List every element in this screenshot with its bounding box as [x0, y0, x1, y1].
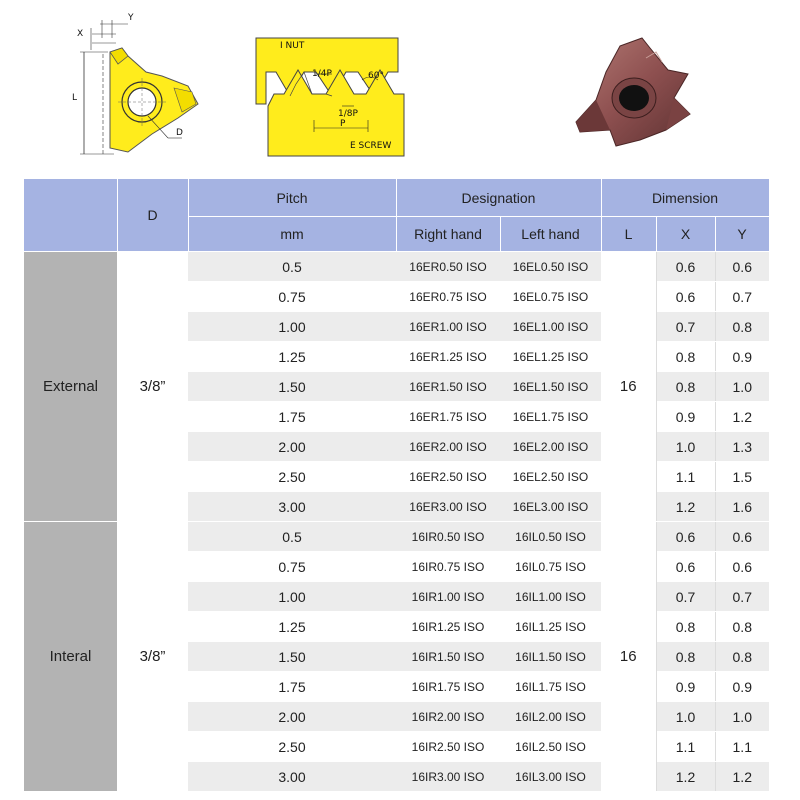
y-dimension-cell: 0.8	[715, 312, 769, 342]
left-hand-designation-cell: 16EL2.50 ISO	[500, 462, 601, 492]
header-l: L	[601, 217, 656, 252]
x-dimension-cell: 0.6	[656, 522, 715, 552]
left-hand-designation-cell: 16EL1.00 ISO	[500, 312, 601, 342]
dim-d-label: D	[176, 128, 183, 138]
right-hand-designation-cell: 16ER1.00 ISO	[396, 312, 500, 342]
left-hand-designation-cell: 16IL1.25 ISO	[500, 612, 601, 642]
x-dimension-cell: 1.2	[656, 762, 715, 792]
right-hand-designation-cell: 16ER1.25 ISO	[396, 342, 500, 372]
y-dimension-cell: 0.7	[715, 582, 769, 612]
header-d: D	[117, 179, 188, 252]
y-dimension-cell: 1.3	[715, 432, 769, 462]
left-hand-designation-cell: 16EL1.75 ISO	[500, 402, 601, 432]
right-hand-designation-cell: 16IR1.00 ISO	[396, 582, 500, 612]
pitch-cell: 1.25	[188, 342, 396, 372]
spec-table-body	[24, 252, 769, 792]
dim-l-label: L	[72, 93, 78, 103]
y-dimension-cell: 0.9	[715, 672, 769, 702]
eighth-pitch-label: 1/8P	[338, 109, 358, 119]
insert-type-cell: External	[24, 252, 117, 522]
x-dimension-cell: 0.8	[656, 642, 715, 672]
thread-insert-spec-table	[24, 179, 770, 792]
left-hand-designation-cell: 16EL1.50 ISO	[500, 372, 601, 402]
pitch-cell: 2.50	[188, 462, 396, 492]
x-dimension-cell: 0.9	[656, 672, 715, 702]
x-dimension-cell: 0.6	[656, 552, 715, 582]
right-hand-designation-cell: 16IR2.00 ISO	[396, 702, 500, 732]
y-dimension-cell: 1.5	[715, 462, 769, 492]
pitch-cell: 1.50	[188, 642, 396, 672]
header-dimension: Dimension	[601, 179, 769, 217]
y-dimension-cell: 0.6	[715, 552, 769, 582]
right-hand-designation-cell: 16ER0.50 ISO	[396, 252, 500, 282]
pitch-cell: 0.5	[188, 522, 396, 552]
thread-profile-svg	[250, 36, 410, 158]
right-hand-designation-cell: 16IR0.75 ISO	[396, 552, 500, 582]
y-dimension-cell: 1.2	[715, 402, 769, 432]
header-pitch: Pitch	[188, 179, 396, 217]
pitch-cell: 1.25	[188, 612, 396, 642]
pitch-cell: 0.5	[188, 252, 396, 282]
nut-label: I NUT	[280, 41, 305, 51]
x-dimension-cell: 1.1	[656, 732, 715, 762]
x-dimension-cell: 0.8	[656, 372, 715, 402]
left-hand-designation-cell: 16IL1.75 ISO	[500, 672, 601, 702]
left-hand-designation-cell: 16EL0.75 ISO	[500, 282, 601, 312]
left-hand-designation-cell: 16EL0.50 ISO	[500, 252, 601, 282]
x-dimension-cell: 1.2	[656, 492, 715, 522]
y-dimension-cell: 0.6	[715, 522, 769, 552]
left-hand-designation-cell: 16EL1.25 ISO	[500, 342, 601, 372]
screw-label: E SCREW	[350, 141, 392, 151]
x-dimension-cell: 1.1	[656, 462, 715, 492]
right-hand-designation-cell: 16IR1.75 ISO	[396, 672, 500, 702]
pitch-cell: 2.50	[188, 732, 396, 762]
right-hand-designation-cell: 16ER1.75 ISO	[396, 402, 500, 432]
left-hand-designation-cell: 16IL2.00 ISO	[500, 702, 601, 732]
left-hand-designation-cell: 16IL0.50 ISO	[500, 522, 601, 552]
left-hand-designation-cell: 16IL3.00 ISO	[500, 762, 601, 792]
pitch-label: P	[340, 119, 346, 129]
table-row	[24, 252, 769, 282]
y-dimension-cell: 0.8	[715, 642, 769, 672]
right-hand-designation-cell: 16IR0.50 ISO	[396, 522, 500, 552]
left-hand-designation-cell: 16EL2.00 ISO	[500, 432, 601, 462]
header-right-hand: Right hand	[396, 217, 500, 252]
header-x: X	[656, 217, 715, 252]
pitch-cell: 2.00	[188, 702, 396, 732]
x-dimension-cell: 0.6	[656, 252, 715, 282]
y-dimension-cell: 1.2	[715, 762, 769, 792]
thread-angle-label: 60°	[368, 71, 384, 81]
header-y: Y	[715, 217, 769, 252]
threading-insert-icon	[570, 34, 700, 152]
right-hand-designation-cell: 16IR1.25 ISO	[396, 612, 500, 642]
pitch-cell: 3.00	[188, 762, 396, 792]
pitch-cell: 1.75	[188, 672, 396, 702]
pitch-cell: 1.75	[188, 402, 396, 432]
right-hand-designation-cell: 16ER2.50 ISO	[396, 462, 500, 492]
y-dimension-cell: 1.1	[715, 732, 769, 762]
x-dimension-cell: 0.8	[656, 342, 715, 372]
pitch-cell: 1.00	[188, 312, 396, 342]
pitch-cell: 1.50	[188, 372, 396, 402]
right-hand-designation-cell: 16ER1.50 ISO	[396, 372, 500, 402]
length-cell: 16	[601, 252, 656, 522]
header-left-hand: Left hand	[500, 217, 601, 252]
dim-y-label: Y	[128, 13, 134, 23]
x-dimension-cell: 0.6	[656, 282, 715, 312]
x-dimension-cell: 1.0	[656, 702, 715, 732]
pitch-cell: 0.75	[188, 282, 396, 312]
y-dimension-cell: 0.8	[715, 612, 769, 642]
pitch-cell: 0.75	[188, 552, 396, 582]
thread-profile-drawing	[250, 36, 410, 158]
header-designation: Designation	[396, 179, 601, 217]
insert-photo-svg	[570, 34, 700, 152]
right-hand-designation-cell: 16IR2.50 ISO	[396, 732, 500, 762]
y-dimension-cell: 1.6	[715, 492, 769, 522]
x-dimension-cell: 0.8	[656, 612, 715, 642]
y-dimension-cell: 1.0	[715, 702, 769, 732]
left-hand-designation-cell: 16IL0.75 ISO	[500, 552, 601, 582]
header-pitch-unit: mm	[188, 217, 396, 252]
y-dimension-cell: 0.7	[715, 282, 769, 312]
insert-drawing	[70, 8, 200, 160]
x-dimension-cell: 0.9	[656, 402, 715, 432]
left-hand-designation-cell: 16IL2.50 ISO	[500, 732, 601, 762]
y-dimension-cell: 0.6	[715, 252, 769, 282]
right-hand-designation-cell: 16ER3.00 ISO	[396, 492, 500, 522]
quarter-pitch-label: 1/4P	[312, 69, 332, 79]
left-hand-designation-cell: 16IL1.50 ISO	[500, 642, 601, 672]
right-hand-designation-cell: 16ER0.75 ISO	[396, 282, 500, 312]
table-row	[24, 522, 769, 552]
x-dimension-cell: 0.7	[656, 582, 715, 612]
dim-x-label: X	[77, 29, 84, 39]
right-hand-designation-cell: 16IR3.00 ISO	[396, 762, 500, 792]
right-hand-designation-cell: 16ER2.00 ISO	[396, 432, 500, 462]
right-hand-designation-cell: 16IR1.50 ISO	[396, 642, 500, 672]
diameter-cell: 3/8”	[117, 252, 188, 522]
left-hand-designation-cell: 16EL3.00 ISO	[500, 492, 601, 522]
header-type-cell	[24, 179, 117, 252]
diameter-cell: 3/8”	[117, 522, 188, 792]
x-dimension-cell: 1.0	[656, 432, 715, 462]
pitch-cell: 3.00	[188, 492, 396, 522]
pitch-cell: 2.00	[188, 432, 396, 462]
x-dimension-cell: 0.7	[656, 312, 715, 342]
y-dimension-cell: 1.0	[715, 372, 769, 402]
left-hand-designation-cell: 16IL1.00 ISO	[500, 582, 601, 612]
pitch-cell: 1.00	[188, 582, 396, 612]
insert-type-cell: Interal	[24, 522, 117, 792]
y-dimension-cell: 0.9	[715, 342, 769, 372]
length-cell: 16	[601, 522, 656, 792]
